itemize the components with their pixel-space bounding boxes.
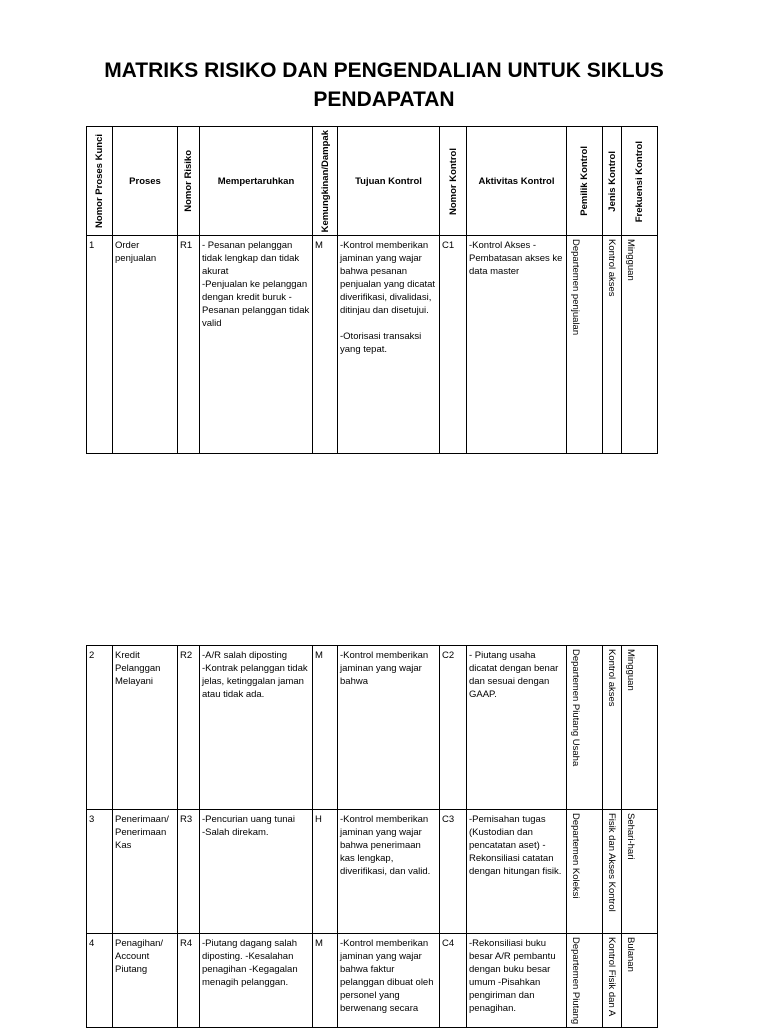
title-line-1: MATRIKS RISIKO DAN PENGENDALIAN UNTUK SIKLUS — [104, 59, 664, 82]
cell-frekuensi: Bulanan — [622, 934, 658, 1028]
cell-no: 1 — [87, 236, 113, 454]
cell-no: 2 — [87, 646, 113, 810]
cell-proses: Order penjualan — [113, 236, 178, 454]
risk-control-matrix-table-2 — [86, 645, 658, 1028]
cell-dampak: H — [313, 810, 338, 934]
cell-risiko: R4 — [178, 934, 200, 1028]
cell-no: 4 — [87, 934, 113, 1028]
header-jenis-kontrol: Jenis Kontrol — [603, 127, 622, 236]
table-row — [87, 236, 658, 454]
cell-tujuan: -Kontrol memberikan jaminan yang wajar bahwa penerimaan kas lengkap, diverifikasi, dan valid. — [338, 810, 440, 934]
cell-kontrol: C1 — [440, 236, 467, 454]
cell-jenis: Kontrol Fisik dan A — [603, 934, 622, 1028]
cell-aktivitas: -Pemisahan tugas (Kustodian dan pencatatan aset) -Rekonsiliasi catatan dengan hitungan fisik. — [467, 810, 567, 934]
header-aktivitas-kontrol: Aktivitas Kontrol — [467, 127, 567, 236]
cell-risiko: R3 — [178, 810, 200, 934]
cell-frekuensi: Sehari-hari — [622, 810, 658, 934]
cell-aktivitas: -Rekonsiliasi buku besar A/R pembantu dengan buku besar umum -Pisahkan pengiriman dan penagihan. — [467, 934, 567, 1028]
cell-kontrol: C4 — [440, 934, 467, 1028]
cell-no: 3 — [87, 810, 113, 934]
cell-mempertaruhkan: -Piutang dagang salah diposting. -Kesalahan penagihan -Kegagalan menagih pelanggan. — [200, 934, 313, 1028]
header-nomor-risiko: Nomor Risiko — [178, 127, 200, 236]
cell-mempertaruhkan: -Pencurian uang tunai -Salah direkam. — [200, 810, 313, 934]
cell-dampak: M — [313, 646, 338, 810]
header-pemilik-kontrol: Pemilik Kontrol — [567, 127, 603, 236]
cell-kontrol: C3 — [440, 810, 467, 934]
cell-jenis: Kontrol akses — [603, 236, 622, 454]
cell-risiko: R1 — [178, 236, 200, 454]
cell-jenis: Fisik dan Akses Kontrol — [603, 810, 622, 934]
header-proses: Proses — [113, 127, 178, 236]
cell-aktivitas: - Piutang usaha dicatat dengan benar dan sesuai dengan GAAP. — [467, 646, 567, 810]
header-nomor-proses: Nomor Proses Kunci — [87, 127, 113, 236]
cell-pemilik: Departemen Koleksi — [567, 810, 603, 934]
cell-pemilik: Departemen Piutang Usaha — [567, 646, 603, 810]
cell-proses: Penerimaan/ Penerimaan Kas — [113, 810, 178, 934]
cell-risiko: R2 — [178, 646, 200, 810]
cell-frekuensi: Mingguan — [622, 646, 658, 810]
cell-tujuan: -Kontrol memberikan jaminan yang wajar bahwa faktur pelanggan dibuat oleh personel yang berwenang secara — [338, 934, 440, 1028]
cell-mempertaruhkan: -A/R salah diposting -Kontrak pelanggan tidak jelas, ketinggalan jaman atau tidak ada. — [200, 646, 313, 810]
title-line-2: PENDAPATAN — [313, 88, 455, 111]
cell-pemilik: Departemen Piutang — [567, 934, 603, 1028]
header-kemungkinan-dampak: Kemungkinan/Dampak — [313, 127, 338, 236]
cell-proses: Penagihan/ Account Piutang — [113, 934, 178, 1028]
header-tujuan-kontrol: Tujuan Kontrol — [338, 127, 440, 236]
header-mempertaruhkan: Mempertaruhkan — [200, 127, 313, 236]
table-row — [87, 646, 658, 810]
cell-tujuan: -Kontrol memberikan jaminan yang wajar bahwa pesanan penjualan yang dicatat diverifikasi, divalidasi, ditinjau dan disetujui. -Otorisasi transaksi yang tepat. — [338, 236, 440, 454]
document-title — [60, 56, 708, 114]
cell-jenis: Kontrol akses — [603, 646, 622, 810]
cell-aktivitas: -Kontrol Akses -Pembatasan akses ke data master — [467, 236, 567, 454]
table-row — [87, 934, 658, 1028]
risk-control-matrix-table-1 — [86, 126, 658, 454]
cell-frekuensi: Mingguan — [622, 236, 658, 454]
header-row — [87, 127, 658, 236]
cell-proses: Kredit Pelanggan Melayani — [113, 646, 178, 810]
cell-mempertaruhkan: - Pesanan pelanggan tidak lengkap dan tidak akurat -Penjualan ke pelanggan dengan kredit buruk -Pesanan pelanggan tidak valid — [200, 236, 313, 454]
cell-pemilik: Departemen penjualan — [567, 236, 603, 454]
header-frekuensi-kontrol: Frekuensi Kontrol — [622, 127, 658, 236]
table-row — [87, 810, 658, 934]
cell-dampak: M — [313, 236, 338, 454]
header-nomor-kontrol: Nomor Kontrol — [440, 127, 467, 236]
cell-tujuan: -Kontrol memberikan jaminan yang wajar bahwa — [338, 646, 440, 810]
cell-dampak: M — [313, 934, 338, 1028]
cell-kontrol: C2 — [440, 646, 467, 810]
